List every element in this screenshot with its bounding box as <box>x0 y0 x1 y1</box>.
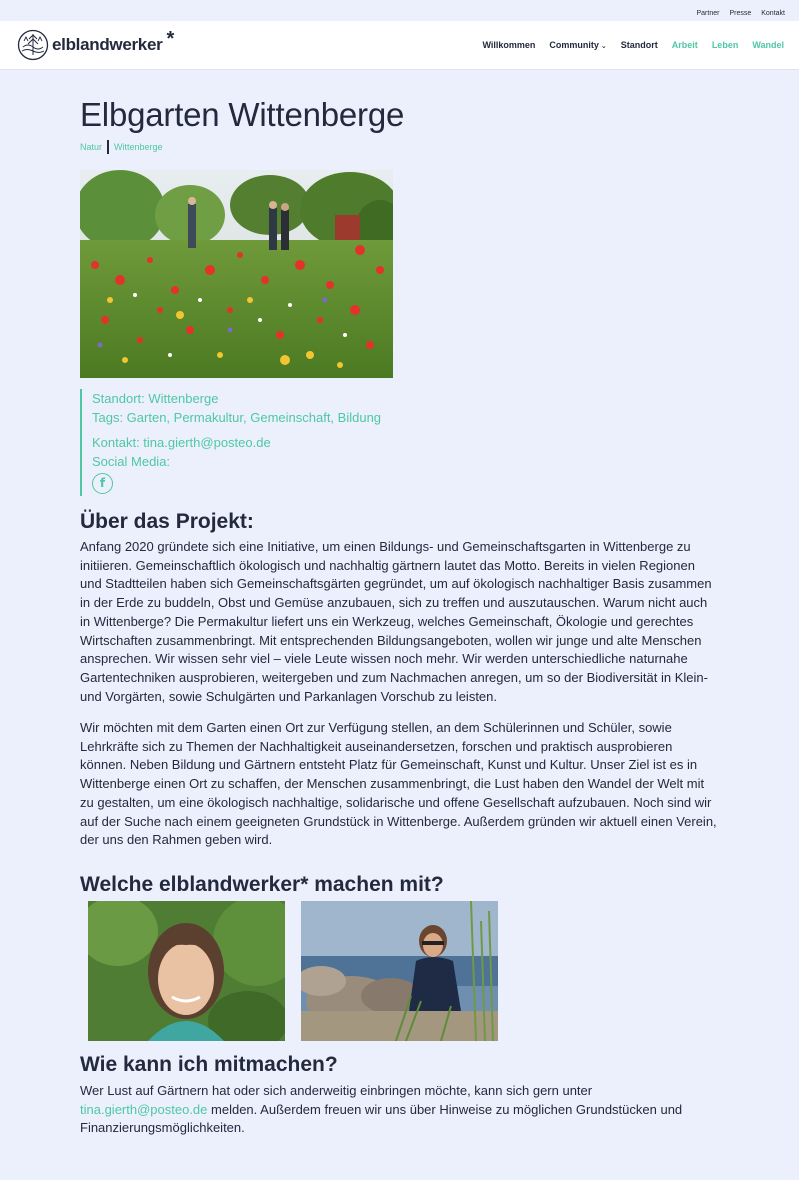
member-photo-1 <box>88 901 285 1041</box>
join-heading: Wie kann ich mitmachen? <box>80 1053 338 1076</box>
join-paragraph <box>80 1082 720 1138</box>
kontakt-link[interactable]: Kontakt <box>761 10 785 17</box>
project-info-box <box>80 389 480 496</box>
facebook-link[interactable] <box>92 473 480 494</box>
hero-image <box>80 170 393 378</box>
chevron-down-icon: ⌄ <box>600 43 607 50</box>
nav-arbeit[interactable]: Arbeit <box>671 40 698 50</box>
main-nav <box>482 40 784 50</box>
nav-wandel[interactable]: Wandel <box>752 40 784 50</box>
member-photo-2 <box>301 901 498 1041</box>
nav-willkommen[interactable]: Willkommen <box>482 40 536 50</box>
member-portrait-1 <box>88 901 285 1041</box>
site-logo[interactable] <box>17 29 174 61</box>
facebook-icon: f <box>92 473 113 494</box>
site-header <box>0 21 799 70</box>
members-heading: Welche elblandwerker* machen mit? <box>80 873 444 896</box>
about-paragraph-2: Wir möchten mit dem Garten einen Ort zur Verfügung stellen, an dem Schülerinnen und Schüler, sowie Lehrkräfte sich zu Themen der Nachhaltigkeit auseinandersetzen, forschen und praktisch ausprobieren können. Neben Bildung und Gärtnern entsteht Platz für Gemeinschaft, Kunst und Kultur. Unser Ziel ist es in Wittenberge einen Ort zu schaffen, der Menschen zusammenbringt, die Lust haben den Wandel der Welt mit zu gestalten, um eine ökologisch nachhaltige, solidarische und offene Gesellschaft aufzubauen. Noch sind wir auf der Suche nach einem geeigneten Grundstück in Wittenberge. Außerdem gründen wir aktuell einen Verein, der uns den Rahmen geben wird. <box>80 720 717 848</box>
join-text-after: melden. Außerdem freuen wir uns über Hinweise zu möglichen Grundstücken und Finanzierungsmöglichkeiten. <box>80 1101 683 1136</box>
member-portrait-2 <box>301 901 498 1041</box>
nav-leben[interactable]: Leben <box>711 40 739 50</box>
info-kontakt: Kontakt: tina.gierth@posteo.de <box>92 435 271 450</box>
utility-bar <box>0 6 799 21</box>
info-social-label: Social Media: <box>92 453 171 469</box>
presse-link[interactable]: Presse <box>729 10 752 17</box>
category-wittenberge[interactable]: Wittenberge <box>114 142 163 152</box>
category-links <box>80 140 163 154</box>
info-tags: Tags: Garten, Permakultur, Gemeinschaft, Bildung <box>92 409 382 425</box>
logo-asterisk: * <box>166 27 175 50</box>
category-separator <box>107 140 109 154</box>
nav-community-label: Community <box>549 40 599 50</box>
about-paragraph-1: Anfang 2020 gründete sich eine Initiative, um einen Bildungs- und Gemeinschaftsgarten in Wittenberge zu initiieren. Gemeinschaftlich ökologisch und nachhaltig gärtnern lautet das Motto. Bereits in vielen Regionen und Stadtteilen haben sich Gemeinschaftsgärten gegründet, um auf ökologisch nachhaltiger Basis zusammen in der Erde zu buddeln, Obst und Gemüse anzubauen, sich zu treffen und auszutauschen. Warum nicht auch in Wittenberge? Die Permakultur liefert uns ein Werkzeug, welches Gemeinschaft, Ökologie und gerechtes Wirtschaften zusammenbringt. Mit entsprechenden Bildungsangeboten, wollen wir junge und alte Menschen ansprechen. Wir wissen sehr viel – viele Leute wissen noch mehr. Wir werden unterschiedliche naturnahe Gartentechniken ausprobieren, weitergeben und zum Nachmachen anregen, um so der Biodiversität in Klein- und Vorgärten, sowie Schulgärten und Parkanlagen Vorschub zu leisten. <box>80 539 712 704</box>
logo-emblem-icon <box>17 29 49 61</box>
nav-community[interactable] <box>549 40 606 50</box>
wildflower-meadow-image <box>80 170 393 378</box>
info-standort: Standort: Wittenberge <box>92 391 219 406</box>
nav-standort[interactable]: Standort <box>620 40 658 50</box>
partner-link[interactable]: Partner <box>696 10 720 17</box>
join-email-link[interactable]: tina.gierth@posteo.de <box>80 1101 208 1117</box>
page-title: Elbgarten Wittenberge <box>80 96 405 133</box>
category-natur[interactable]: Natur <box>80 142 103 152</box>
logo-text: elblandwerker <box>52 35 163 54</box>
about-heading: Über das Projekt: <box>80 510 254 533</box>
join-text-before: Wer Lust auf Gärtnern hat oder sich anderweitig einbringen möchte, kann sich gern unter <box>80 1083 593 1098</box>
